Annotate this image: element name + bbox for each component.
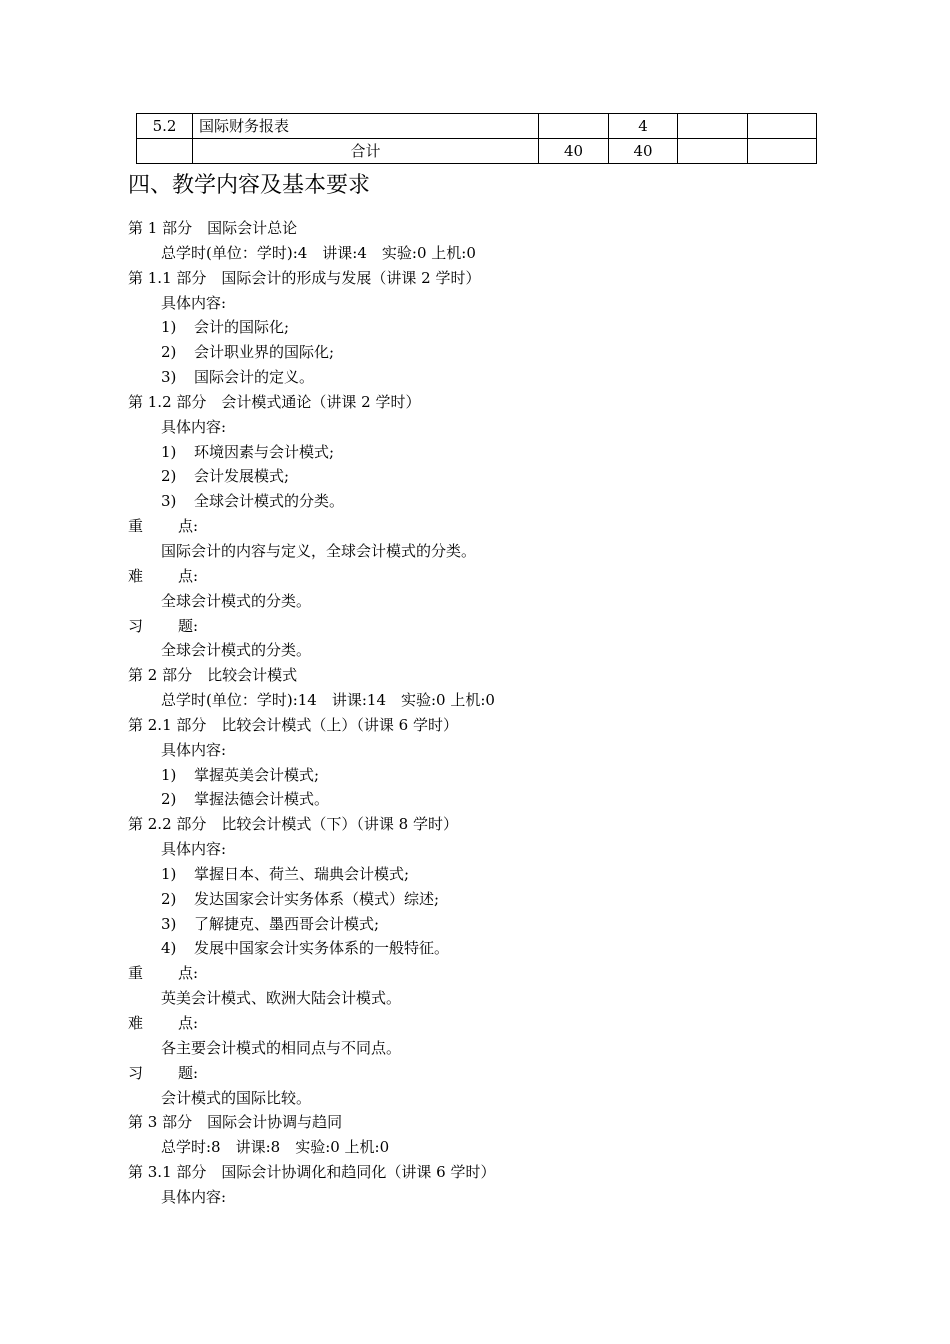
part-heading: 第 2.1 部分 比较会计模式（上）（讲课 6 学时） [128, 715, 458, 734]
list-item-text: 环境因素与会计模式; [194, 442, 335, 461]
key-label-second: 点: [178, 517, 199, 536]
list-item-text: 会计发展模式; [194, 467, 290, 486]
list-item [128, 936, 888, 961]
content-line: 总学时(单位：学时):14 讲课:14 实验:0 上机:0 [161, 691, 495, 710]
list-item-text: 了解捷克、墨西哥会计模式; [194, 914, 380, 933]
key-label-first: 重 [128, 517, 144, 536]
list-item [128, 912, 888, 937]
key-label-first: 难 [128, 1014, 144, 1032]
table-row-total [137, 139, 817, 164]
content-line: 全球会计模式的分类。 [161, 591, 312, 610]
list-item-number: 2) [161, 467, 177, 486]
key-label-second: 点: [178, 964, 199, 983]
list-item-number: 2) [161, 889, 177, 908]
table-cell [137, 139, 193, 164]
key-label-first: 重 [128, 964, 144, 983]
key-label [128, 614, 888, 639]
list-item [128, 887, 888, 912]
list-item [128, 340, 888, 365]
list-item-text: 掌握英美会计模式; [194, 765, 320, 784]
list-item-number: 4) [161, 939, 177, 958]
list-item-text: 国际会计的定义。 [194, 368, 315, 387]
content-line: 英美会计模式、欧洲大陆会计模式。 [161, 989, 402, 1008]
list-item [128, 763, 888, 788]
content-line: 全球会计模式的分类。 [161, 641, 312, 660]
table-cell [748, 139, 817, 164]
list-item-text: 会计职业界的国际化; [194, 343, 335, 362]
part-heading: 第 1.1 部分 国际会计的形成与发展（讲课 2 学时） [128, 268, 481, 287]
part-heading: 第 3.1 部分 国际会计协调化和趋同化（讲课 6 学时） [128, 1163, 496, 1182]
list-item [128, 464, 888, 489]
key-label-first: 习 [128, 616, 144, 635]
list-item-number: 3) [161, 368, 177, 387]
list-item-text: 会计的国际化; [194, 318, 290, 337]
list-item [128, 315, 888, 340]
content-line: 会计模式的国际比较。 [161, 1088, 312, 1107]
content-line: 具体内容: [161, 740, 227, 759]
key-label [128, 564, 888, 589]
table-cell [678, 139, 748, 164]
list-item-number: 1) [161, 318, 177, 337]
key-label [128, 1061, 888, 1086]
section-heading: 四、教学内容及基本要求 [128, 173, 371, 198]
content-line: 总学时(单位：学时):4 讲课:4 实验:0 上机:0 [161, 243, 476, 262]
key-label-second: 题: [178, 616, 199, 635]
list-item-text: 全球会计模式的分类。 [194, 492, 345, 511]
hours-table [136, 113, 817, 164]
list-item-text: 发达国家会计实务体系（模式）综述; [194, 889, 440, 908]
list-item-text: 发展中国家会计实务体系的一般特征。 [194, 939, 450, 958]
content-line: 具体内容: [161, 1187, 227, 1206]
list-item [128, 787, 888, 812]
content-line: 各主要会计模式的相同点与不同点。 [161, 1038, 402, 1057]
list-item [128, 365, 888, 390]
content-line: 国际会计的内容与定义，全球会计模式的分类。 [161, 541, 477, 560]
table-cell: 5.2 [137, 114, 193, 139]
table-row [137, 114, 817, 139]
key-label-second: 点: [178, 1014, 199, 1032]
table-cell: 合计 [193, 139, 539, 164]
content-body [128, 216, 888, 1210]
table-cell: 国际财务报表 [193, 114, 539, 139]
list-item-number: 1) [161, 765, 177, 784]
list-item-number: 1) [161, 864, 177, 883]
table-cell [678, 114, 748, 139]
table-cell: 40 [539, 139, 609, 164]
table-cell: 4 [609, 114, 678, 139]
table-cell [539, 114, 609, 139]
content-line: 具体内容: [161, 840, 227, 859]
part-heading: 第 1.2 部分 会计模式通论（讲课 2 学时） [128, 392, 421, 411]
list-item [128, 440, 888, 465]
content-line: 具体内容: [161, 417, 227, 436]
list-item [128, 862, 888, 887]
part-heading: 第 2 部分 比较会计模式 [128, 666, 298, 685]
table-cell [748, 114, 817, 139]
part-heading: 第 1 部分 国际会计总论 [128, 219, 298, 237]
content-line: 总学时:8 讲课:8 实验:0 上机:0 [161, 1138, 390, 1157]
part-heading: 第 3 部分 国际会计协调与趋同 [128, 1113, 343, 1132]
table-cell: 40 [609, 139, 678, 164]
key-label-second: 点: [178, 566, 199, 585]
list-item [128, 489, 888, 514]
key-label [128, 1011, 888, 1036]
list-item-number: 3) [161, 914, 177, 933]
list-item-number: 1) [161, 442, 177, 461]
key-label [128, 514, 888, 539]
part-heading: 第 2.2 部分 比较会计模式（下）（讲课 8 学时） [128, 815, 458, 834]
list-item-number: 3) [161, 492, 177, 511]
key-label-first: 习 [128, 1063, 144, 1082]
content-line: 具体内容: [161, 293, 227, 312]
key-label [128, 961, 888, 986]
list-item-text: 掌握日本、荷兰、瑞典会计模式; [194, 864, 410, 883]
key-label-first: 难 [128, 566, 144, 585]
list-item-text: 掌握法德会计模式。 [194, 790, 330, 809]
list-item-number: 2) [161, 343, 177, 362]
key-label-second: 题: [178, 1063, 199, 1082]
list-item-number: 2) [161, 790, 177, 809]
